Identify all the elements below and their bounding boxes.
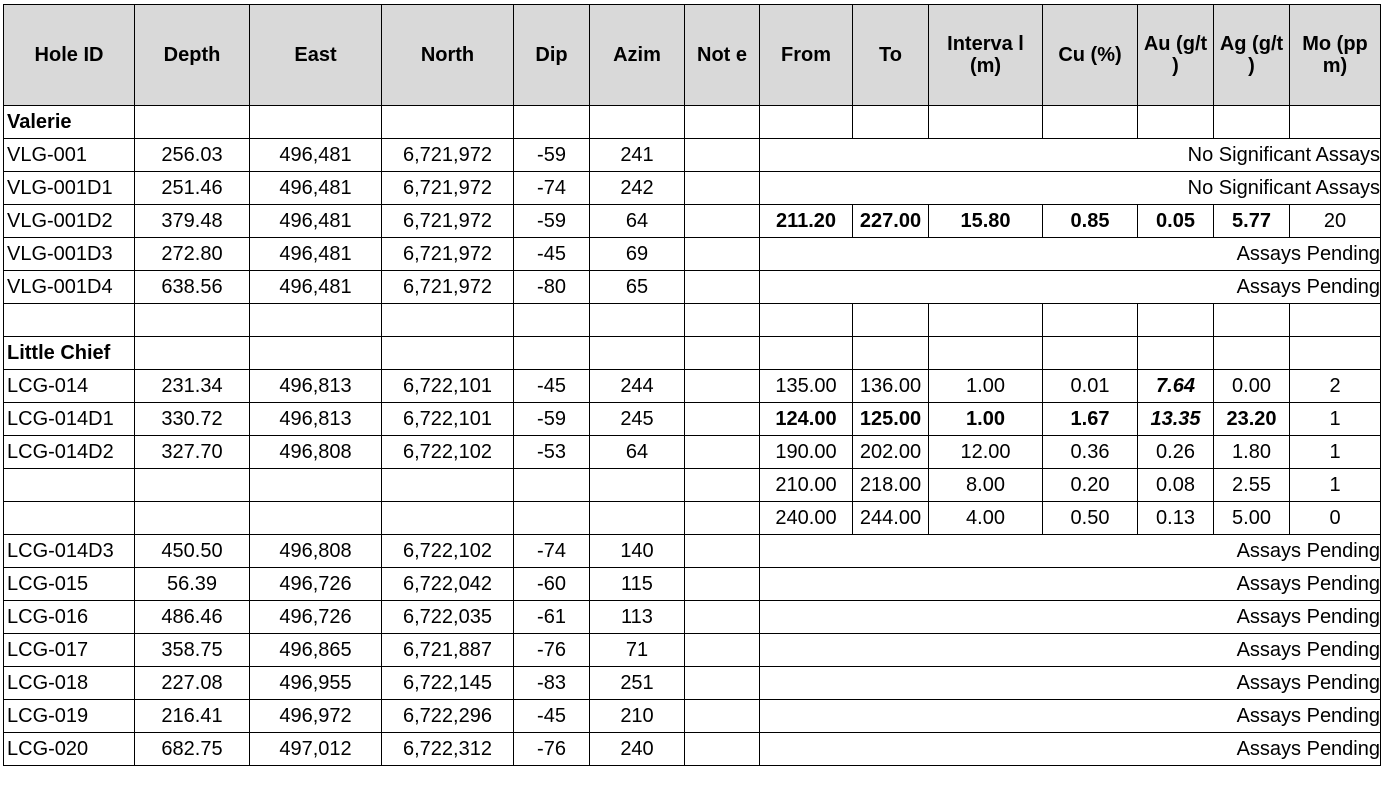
east: 496,726 [250, 568, 382, 601]
table-row [4, 700, 1381, 733]
empty-cell [250, 304, 382, 337]
cu: 1.67 [1043, 403, 1138, 436]
col-header-to: To [853, 5, 929, 106]
dip: -45 [514, 370, 590, 403]
depth: 231.34 [135, 370, 250, 403]
depth: 272.80 [135, 238, 250, 271]
dip: -83 [514, 667, 590, 700]
empty-cell [1043, 337, 1138, 370]
east: 496,808 [250, 535, 382, 568]
north: 6,721,972 [382, 139, 514, 172]
drill-results-table-wrapper [3, 4, 1381, 766]
dip: -80 [514, 271, 590, 304]
depth: 358.75 [135, 634, 250, 667]
dip: -59 [514, 139, 590, 172]
to: 202.00 [853, 436, 929, 469]
to: 136.00 [853, 370, 929, 403]
assay-status: Assays Pending [760, 667, 1381, 700]
note [685, 139, 760, 172]
mo: 0 [1290, 502, 1381, 535]
empty-cell [4, 502, 135, 535]
empty-cell [590, 304, 685, 337]
empty-cell [1214, 106, 1290, 139]
from: 240.00 [760, 502, 853, 535]
dip: -59 [514, 205, 590, 238]
north: 6,722,102 [382, 436, 514, 469]
table-row [4, 370, 1381, 403]
hole-id: VLG-001D1 [4, 172, 135, 205]
hole-id: LCG-015 [4, 568, 135, 601]
assay-status: Assays Pending [760, 271, 1381, 304]
north: 6,721,972 [382, 205, 514, 238]
note [685, 667, 760, 700]
azim: 69 [590, 238, 685, 271]
empty-cell [1214, 304, 1290, 337]
depth: 327.70 [135, 436, 250, 469]
ag: 2.55 [1214, 469, 1290, 502]
empty-cell [853, 106, 929, 139]
col-header-dip: Dip [514, 5, 590, 106]
empty-cell [685, 304, 760, 337]
hole-id: VLG-001D2 [4, 205, 135, 238]
note [685, 700, 760, 733]
interval: 12.00 [929, 436, 1043, 469]
ag: 5.00 [1214, 502, 1290, 535]
hole-id: LCG-016 [4, 601, 135, 634]
interval: 8.00 [929, 469, 1043, 502]
east: 496,481 [250, 238, 382, 271]
to: 125.00 [853, 403, 929, 436]
table-row [4, 172, 1381, 205]
depth: 330.72 [135, 403, 250, 436]
interval: 4.00 [929, 502, 1043, 535]
depth: 486.46 [135, 601, 250, 634]
empty-cell [135, 106, 250, 139]
east: 496,481 [250, 172, 382, 205]
table-row [4, 469, 1381, 502]
table-row [4, 667, 1381, 700]
empty-cell [590, 502, 685, 535]
note [685, 370, 760, 403]
dip: -60 [514, 568, 590, 601]
interval: 1.00 [929, 370, 1043, 403]
depth: 450.50 [135, 535, 250, 568]
cu: 0.36 [1043, 436, 1138, 469]
note [685, 271, 760, 304]
empty-cell [514, 502, 590, 535]
col-header-hole-id: Hole ID [4, 5, 135, 106]
empty-cell [250, 106, 382, 139]
section-label-valerie: Valerie [4, 106, 135, 139]
hole-id: LCG-019 [4, 700, 135, 733]
col-header-depth: Depth [135, 5, 250, 106]
table-row [4, 634, 1381, 667]
empty-cell [1043, 304, 1138, 337]
table-row [4, 205, 1381, 238]
dip: -74 [514, 535, 590, 568]
empty-cell [590, 337, 685, 370]
mo: 1 [1290, 436, 1381, 469]
north: 6,722,101 [382, 403, 514, 436]
empty-cell [4, 304, 135, 337]
azim: 251 [590, 667, 685, 700]
note [685, 436, 760, 469]
empty-cell [135, 304, 250, 337]
au: 0.13 [1138, 502, 1214, 535]
east: 496,972 [250, 700, 382, 733]
empty-cell [135, 469, 250, 502]
empty-cell [135, 337, 250, 370]
empty-cell [514, 304, 590, 337]
au: 0.05 [1138, 205, 1214, 238]
dip: -45 [514, 700, 590, 733]
depth: 56.39 [135, 568, 250, 601]
from: 210.00 [760, 469, 853, 502]
to: 218.00 [853, 469, 929, 502]
azim: 241 [590, 139, 685, 172]
ag: 0.00 [1214, 370, 1290, 403]
from: 190.00 [760, 436, 853, 469]
hole-id: LCG-014D3 [4, 535, 135, 568]
drill-results-table [3, 4, 1381, 766]
col-header-au: Au (g/t ) [1138, 5, 1214, 106]
azim: 240 [590, 733, 685, 766]
assay-status: No Significant Assays [760, 139, 1381, 172]
empty-cell [382, 469, 514, 502]
hole-id: LCG-014D2 [4, 436, 135, 469]
note [685, 634, 760, 667]
interval: 1.00 [929, 403, 1043, 436]
azim: 71 [590, 634, 685, 667]
assay-status: Assays Pending [760, 634, 1381, 667]
azim: 115 [590, 568, 685, 601]
au: 0.26 [1138, 436, 1214, 469]
empty-cell [853, 337, 929, 370]
dip: -45 [514, 238, 590, 271]
table-row [4, 403, 1381, 436]
note [685, 238, 760, 271]
empty-cell [4, 469, 135, 502]
north: 6,722,102 [382, 535, 514, 568]
mo: 20 [1290, 205, 1381, 238]
empty-cell [1290, 304, 1381, 337]
east: 496,813 [250, 370, 382, 403]
empty-cell [590, 469, 685, 502]
north: 6,722,035 [382, 601, 514, 634]
east: 496,808 [250, 436, 382, 469]
empty-cell [1290, 337, 1381, 370]
azim: 210 [590, 700, 685, 733]
col-header-note: Not e [685, 5, 760, 106]
note [685, 733, 760, 766]
hole-id: LCG-014 [4, 370, 135, 403]
empty-cell [685, 106, 760, 139]
north: 6,722,101 [382, 370, 514, 403]
hole-id: LCG-014D1 [4, 403, 135, 436]
mo: 2 [1290, 370, 1381, 403]
empty-cell [760, 106, 853, 139]
table-row [4, 436, 1381, 469]
cu: 0.85 [1043, 205, 1138, 238]
azim: 64 [590, 205, 685, 238]
azim: 244 [590, 370, 685, 403]
ag: 23.20 [1214, 403, 1290, 436]
section-row-valerie [4, 106, 1381, 139]
hole-id: VLG-001D3 [4, 238, 135, 271]
cu: 0.20 [1043, 469, 1138, 502]
table-row [4, 535, 1381, 568]
note [685, 535, 760, 568]
mo: 1 [1290, 469, 1381, 502]
col-header-north: North [382, 5, 514, 106]
hole-id: LCG-020 [4, 733, 135, 766]
from: 135.00 [760, 370, 853, 403]
empty-cell [1138, 337, 1214, 370]
col-header-cu: Cu (%) [1043, 5, 1138, 106]
assay-status: Assays Pending [760, 733, 1381, 766]
east: 497,012 [250, 733, 382, 766]
east: 496,481 [250, 139, 382, 172]
dip: -53 [514, 436, 590, 469]
col-header-from: From [760, 5, 853, 106]
north: 6,721,972 [382, 271, 514, 304]
table-row [4, 733, 1381, 766]
table-row [4, 568, 1381, 601]
depth: 216.41 [135, 700, 250, 733]
empty-cell [685, 502, 760, 535]
azim: 242 [590, 172, 685, 205]
empty-cell [250, 337, 382, 370]
note [685, 601, 760, 634]
col-header-interval: Interva l (m) [929, 5, 1043, 106]
table-row [4, 271, 1381, 304]
au: 7.64 [1138, 370, 1214, 403]
azim: 245 [590, 403, 685, 436]
depth: 379.48 [135, 205, 250, 238]
empty-cell [760, 304, 853, 337]
header-row [4, 5, 1381, 106]
from: 211.20 [760, 205, 853, 238]
dip: -74 [514, 172, 590, 205]
dip: -76 [514, 634, 590, 667]
east: 496,865 [250, 634, 382, 667]
empty-cell [382, 337, 514, 370]
empty-cell [1043, 106, 1138, 139]
empty-cell [514, 337, 590, 370]
table-row [4, 139, 1381, 172]
azim: 64 [590, 436, 685, 469]
depth: 256.03 [135, 139, 250, 172]
empty-cell [760, 337, 853, 370]
hole-id: VLG-001 [4, 139, 135, 172]
empty-cell [590, 106, 685, 139]
empty-cell [250, 469, 382, 502]
azim: 140 [590, 535, 685, 568]
east: 496,955 [250, 667, 382, 700]
empty-cell [135, 502, 250, 535]
table-row [4, 238, 1381, 271]
east: 496,813 [250, 403, 382, 436]
empty-cell [514, 106, 590, 139]
table-row [4, 601, 1381, 634]
ag: 1.80 [1214, 436, 1290, 469]
azim: 113 [590, 601, 685, 634]
col-header-ag: Ag (g/t ) [1214, 5, 1290, 106]
empty-cell [685, 337, 760, 370]
north: 6,721,972 [382, 172, 514, 205]
note [685, 403, 760, 436]
empty-cell [382, 304, 514, 337]
col-header-azim: Azim [590, 5, 685, 106]
from: 124.00 [760, 403, 853, 436]
empty-cell [514, 469, 590, 502]
assay-status: Assays Pending [760, 568, 1381, 601]
dip: -76 [514, 733, 590, 766]
empty-cell [382, 502, 514, 535]
note [685, 205, 760, 238]
empty-cell [929, 337, 1043, 370]
depth: 251.46 [135, 172, 250, 205]
empty-cell [685, 469, 760, 502]
azim: 65 [590, 271, 685, 304]
north: 6,721,972 [382, 238, 514, 271]
empty-cell [1138, 106, 1214, 139]
empty-cell [1138, 304, 1214, 337]
north: 6,722,312 [382, 733, 514, 766]
east: 496,481 [250, 205, 382, 238]
empty-cell [250, 502, 382, 535]
empty-cell [1290, 106, 1381, 139]
hole-id: VLG-001D4 [4, 271, 135, 304]
section-label-little-chief: Little Chief [4, 337, 135, 370]
ag: 5.77 [1214, 205, 1290, 238]
depth: 682.75 [135, 733, 250, 766]
north: 6,721,887 [382, 634, 514, 667]
col-header-east: East [250, 5, 382, 106]
depth: 638.56 [135, 271, 250, 304]
empty-cell [929, 106, 1043, 139]
empty-cell [929, 304, 1043, 337]
east: 496,481 [250, 271, 382, 304]
to: 227.00 [853, 205, 929, 238]
dip: -59 [514, 403, 590, 436]
cu: 0.50 [1043, 502, 1138, 535]
note [685, 172, 760, 205]
section-row-little-chief [4, 337, 1381, 370]
hole-id: LCG-018 [4, 667, 135, 700]
mo: 1 [1290, 403, 1381, 436]
interval: 15.80 [929, 205, 1043, 238]
au: 13.35 [1138, 403, 1214, 436]
to: 244.00 [853, 502, 929, 535]
col-header-mo: Mo (pp m) [1290, 5, 1381, 106]
north: 6,722,296 [382, 700, 514, 733]
empty-cell [853, 304, 929, 337]
dip: -61 [514, 601, 590, 634]
assay-status: Assays Pending [760, 700, 1381, 733]
assay-status: Assays Pending [760, 535, 1381, 568]
empty-cell [382, 106, 514, 139]
au: 0.08 [1138, 469, 1214, 502]
assay-status: Assays Pending [760, 601, 1381, 634]
cu: 0.01 [1043, 370, 1138, 403]
blank-row [4, 304, 1381, 337]
assay-status: No Significant Assays [760, 172, 1381, 205]
empty-cell [1214, 337, 1290, 370]
east: 496,726 [250, 601, 382, 634]
table-row [4, 502, 1381, 535]
assay-status: Assays Pending [760, 238, 1381, 271]
north: 6,722,042 [382, 568, 514, 601]
note [685, 568, 760, 601]
depth: 227.08 [135, 667, 250, 700]
north: 6,722,145 [382, 667, 514, 700]
hole-id: LCG-017 [4, 634, 135, 667]
